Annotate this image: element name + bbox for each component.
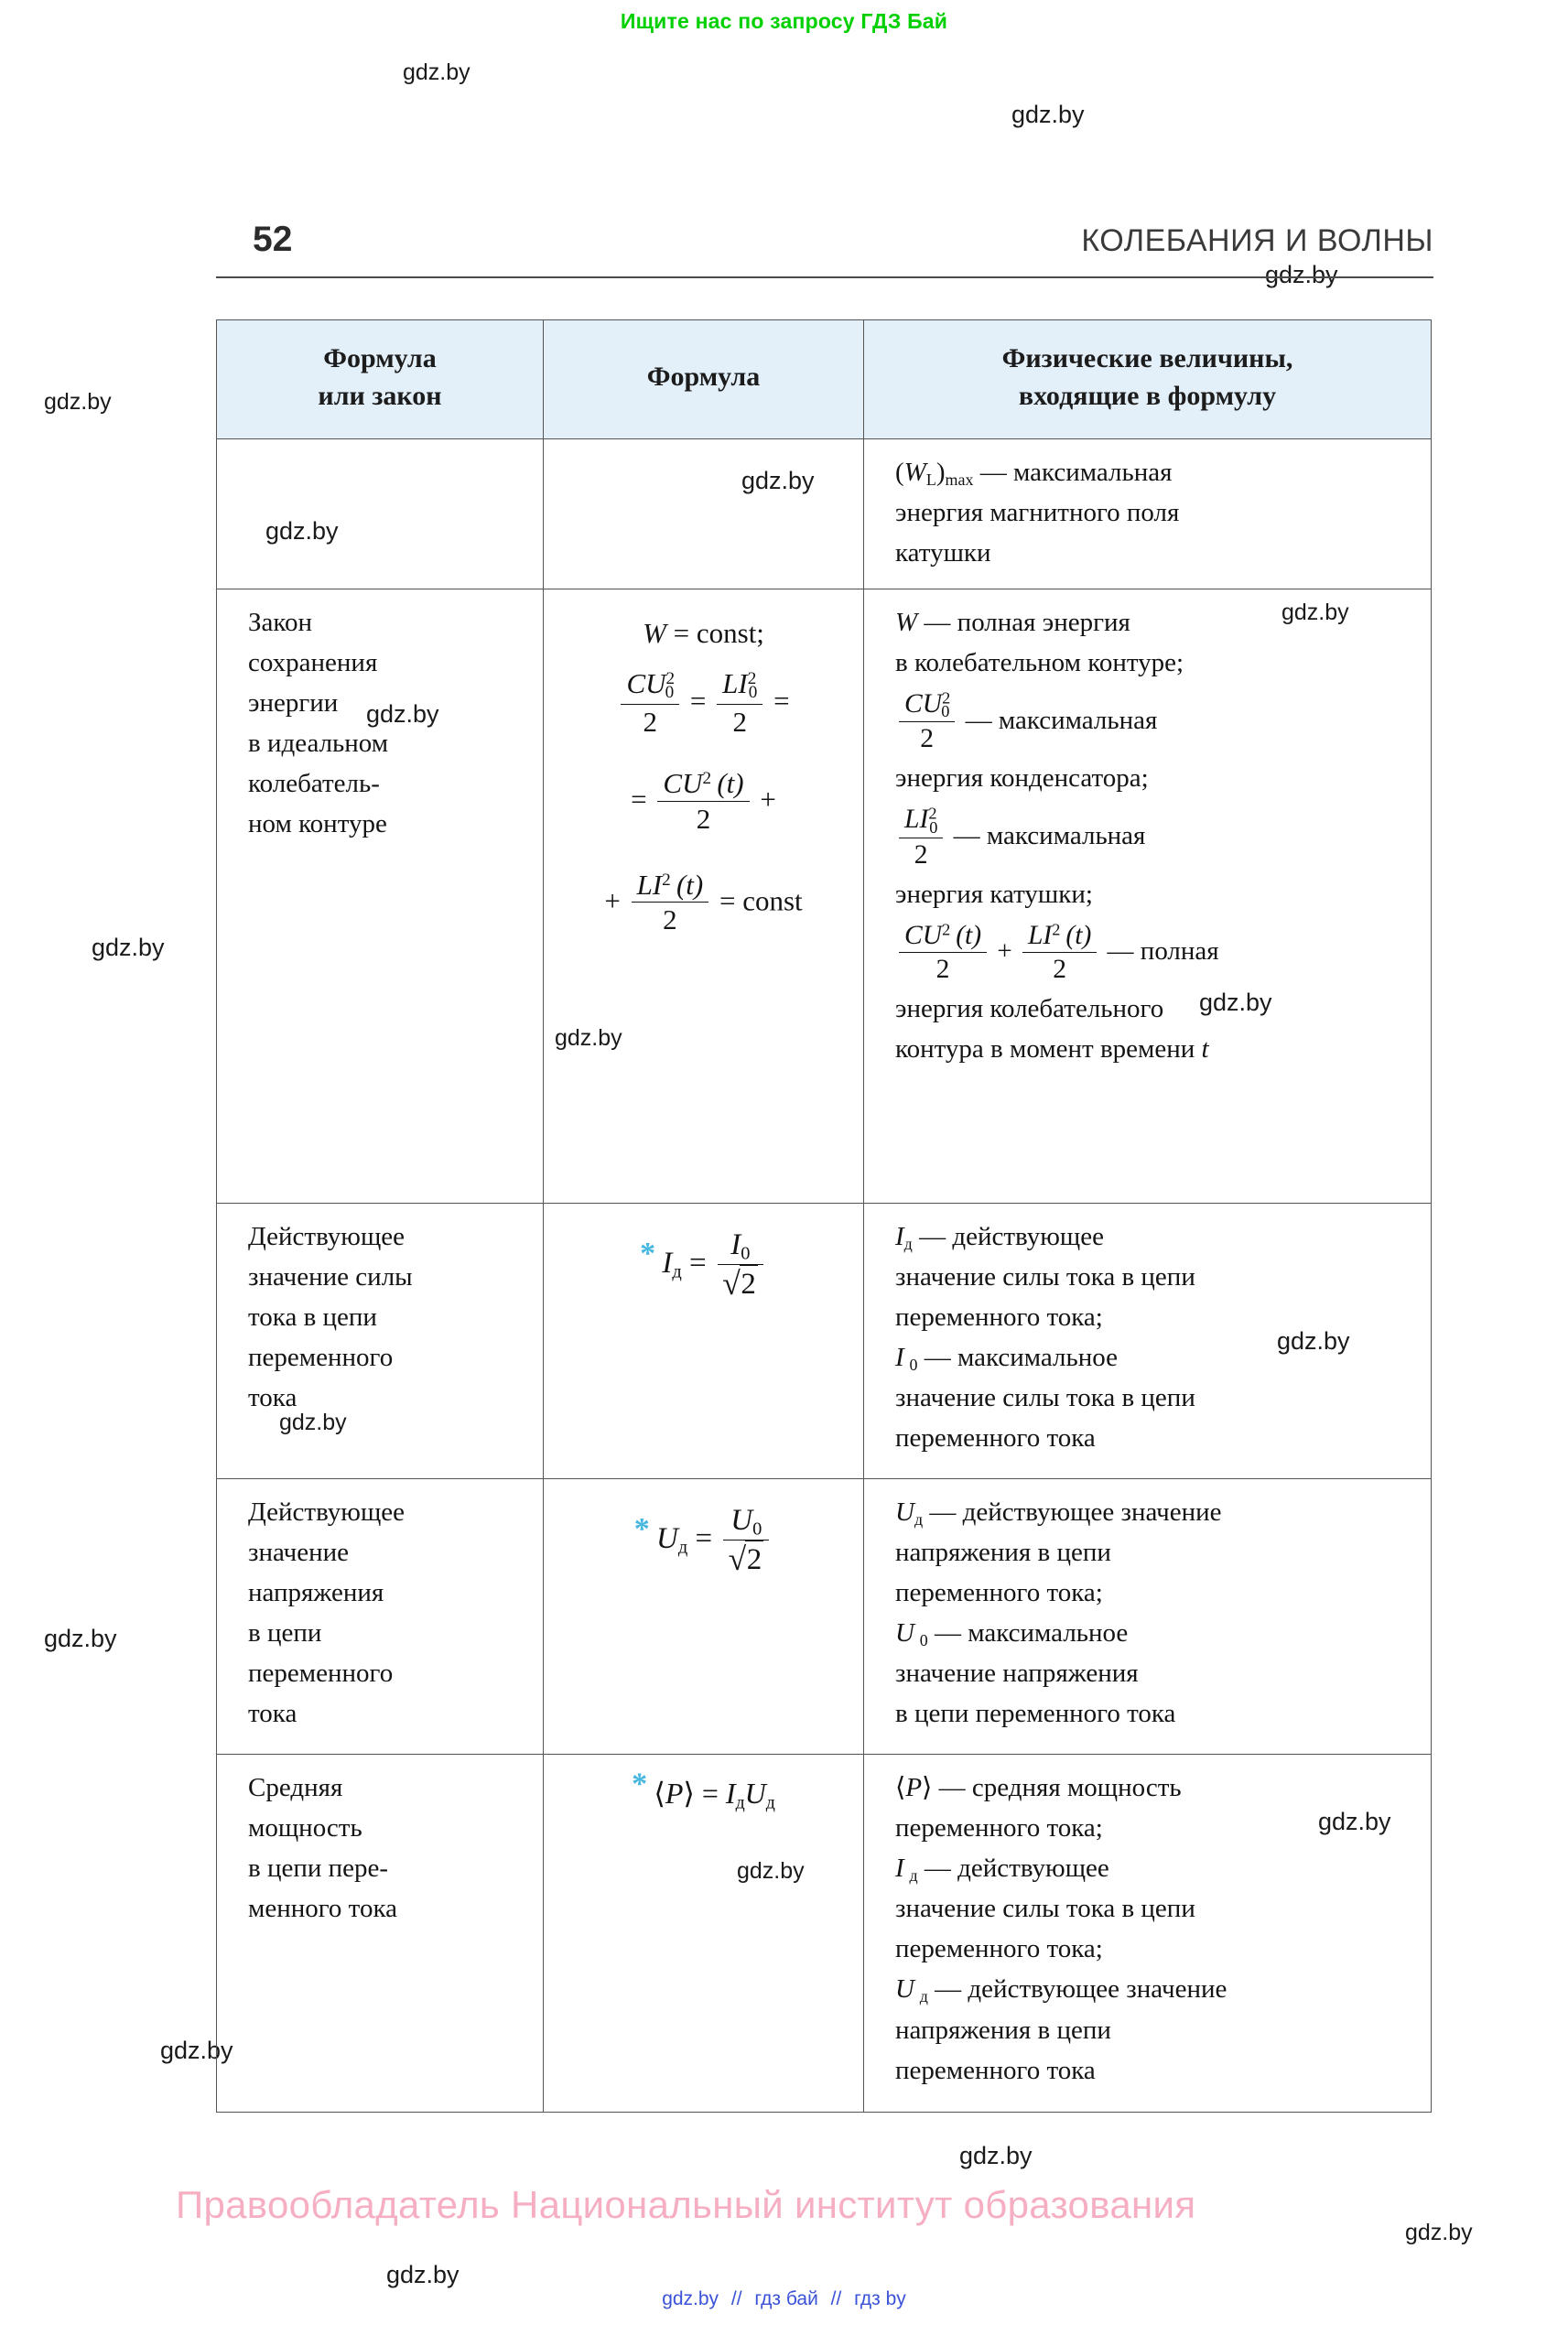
watermark-text: gdz.by bbox=[279, 1410, 347, 1435]
row3-desc-Id: $I_д$ — действующее bbox=[895, 1221, 1104, 1253]
row5-law-line3: в цепи пере- bbox=[248, 1853, 389, 1883]
watermark-text: gdz.by bbox=[1318, 1808, 1391, 1835]
row4-law-line1: Действующее bbox=[248, 1497, 406, 1527]
row2-desc-W: W — полная энергия bbox=[895, 607, 1130, 637]
table-row bbox=[217, 1478, 1432, 1754]
row2-quantities-cell bbox=[864, 589, 1432, 1203]
row3-law-line5: тока bbox=[248, 1382, 297, 1412]
row3-desc-Id3: переменного тока; bbox=[895, 1302, 1103, 1332]
row2-law-cell bbox=[217, 589, 544, 1203]
header-quantities-line1: Физические величины, bbox=[1001, 343, 1293, 373]
table-row bbox=[217, 439, 1432, 589]
watermark-text: gdz.by bbox=[44, 389, 112, 415]
watermark-text: gdz.by bbox=[160, 2037, 233, 2064]
row4-law-line2: значение bbox=[248, 1537, 350, 1567]
header-law-line1: Формула bbox=[323, 343, 437, 373]
watermark-text: gdz.by bbox=[265, 517, 339, 545]
row5-desc-I: I $_д$ — действующее bbox=[895, 1853, 1109, 1885]
row5-desc-U3: переменного тока bbox=[895, 2055, 1096, 2085]
bottom-sep-1: // bbox=[730, 2288, 742, 2309]
row1-quantities-cell: $(W_L)_{max}$ — максимальная энергия магнитного поля катушки bbox=[864, 439, 1432, 589]
watermark-text: gdz.by bbox=[1405, 2220, 1473, 2245]
row2-formula-cell bbox=[544, 589, 864, 1203]
header-cell-quantities bbox=[864, 320, 1432, 439]
watermark-text: gdz.by bbox=[737, 1858, 805, 1884]
watermark-text: gdz.by bbox=[386, 2261, 460, 2288]
watermark-text: gdz.by bbox=[555, 1025, 622, 1051]
row2-desc-CU2: энергия конденсатора; bbox=[895, 763, 1149, 794]
row2-law-line2: сохранения bbox=[248, 647, 378, 677]
table-row bbox=[217, 1203, 1432, 1478]
row3-desc-Id2: значение силы тока в цепи bbox=[895, 1261, 1195, 1292]
row4-law-line4: в цепи bbox=[248, 1617, 322, 1648]
header-formula-label: Формула bbox=[646, 362, 761, 393]
watermark-text: gdz.by bbox=[366, 700, 439, 728]
row2-law-line6: ном контуре bbox=[248, 808, 387, 838]
row3-law-line4: переменного bbox=[248, 1342, 394, 1372]
watermark-text: gdz.by bbox=[1265, 261, 1338, 288]
row1-desc-line2: энергия магнитного поля bbox=[895, 498, 1180, 528]
row3-quantities-cell bbox=[864, 1203, 1432, 1478]
row4-law-line5: переменного bbox=[248, 1658, 394, 1688]
row2-desc-total2: энергия колебательного bbox=[895, 994, 1164, 1024]
row2-desc-CU: $\frac{CU^2_0}{2}$ — максимальная bbox=[895, 688, 1414, 757]
row2-desc-total3: контура в момент времени t bbox=[895, 1034, 1209, 1065]
bottom-link-b[interactable]: гдз бай bbox=[754, 2288, 818, 2309]
row2-law-line3: энергии bbox=[248, 687, 339, 718]
eq-const-end: = const bbox=[719, 883, 803, 916]
asterisk-marker: * bbox=[633, 1511, 650, 1546]
formula-table bbox=[216, 319, 1432, 2113]
row4-quantities-cell bbox=[864, 1478, 1432, 1754]
row4-law-line6: тока bbox=[248, 1698, 297, 1728]
row5-formula-cell: * ⟨P⟩ = $I_дU_д$ bbox=[544, 1754, 864, 2112]
watermark-text: gdz.by bbox=[92, 934, 165, 961]
row4-desc-U02: значение напряжения bbox=[895, 1659, 1139, 1689]
watermark-text: gdz.by bbox=[403, 59, 470, 85]
row3-desc-I0: I $_0$ — максимальное bbox=[895, 1343, 1118, 1375]
row4-desc-Ud: $U_д$ — действующее значение bbox=[895, 1497, 1222, 1529]
row3-law-line2: значение силы bbox=[248, 1261, 413, 1292]
bottom-link-a[interactable]: gdz.by bbox=[662, 2288, 719, 2309]
row4-desc-U03: в цепи переменного тока bbox=[895, 1699, 1176, 1729]
row5-desc-P2: переменного тока; bbox=[895, 1812, 1103, 1843]
asterisk-marker: * bbox=[640, 1236, 656, 1270]
watermark-text: gdz.by bbox=[959, 2142, 1033, 2169]
row4-law-cell bbox=[217, 1478, 544, 1754]
row3-desc-I02: значение силы тока в цепи bbox=[895, 1383, 1195, 1413]
header-quantities-line2: входящие в формулу bbox=[1018, 380, 1277, 411]
table-header-row bbox=[217, 320, 1432, 439]
row3-law-line3: тока в цепи bbox=[248, 1302, 377, 1332]
row4-law-line3: напряжения bbox=[248, 1577, 384, 1607]
table-row bbox=[217, 589, 1432, 1203]
row5-quantities-cell bbox=[864, 1754, 1432, 2112]
row2-desc-W2: в колебательном контуре; bbox=[895, 647, 1184, 677]
header-law-line2: или закон bbox=[318, 380, 442, 411]
row5-desc-P: ⟨P⟩ — средняя мощность bbox=[895, 1772, 1182, 1802]
row2-desc-total: $\frac{CU^2 (t)}{2}$ + $\frac{LI^2 (t)}{2}$ — полная bbox=[895, 920, 1414, 987]
watermark-text: gdz.by bbox=[741, 467, 815, 494]
asterisk-marker: * bbox=[632, 1766, 648, 1800]
row2-desc-LI: $\frac{LI^2_0}{2}$ — максимальная bbox=[895, 804, 1414, 872]
row5-desc-U2: напряжения в цепи bbox=[895, 2015, 1111, 2045]
header-cell-law bbox=[217, 320, 544, 439]
row5-law-line4: менного тока bbox=[248, 1893, 397, 1923]
sym-U-rms: U bbox=[655, 1522, 678, 1556]
row4-formula-cell: * $U_д$ = $U_0$ √ 2 bbox=[544, 1478, 864, 1754]
bottom-sep-2: // bbox=[830, 2288, 842, 2309]
watermark-text: gdz.by bbox=[44, 1625, 117, 1652]
watermark-text: gdz.by bbox=[1277, 1327, 1350, 1355]
row3-law-cell bbox=[217, 1203, 544, 1478]
chapter-title: КОЛЕБАНИЯ И ВОЛНЫ bbox=[1081, 223, 1433, 258]
row5-desc-I3: переменного тока; bbox=[895, 1934, 1103, 1964]
copyright-line: Правообладатель Национальный институт образования bbox=[176, 2183, 1196, 2226]
header-cell-formula bbox=[544, 320, 864, 439]
watermark-text: gdz.by bbox=[1011, 101, 1085, 128]
row3-law-line1: Действующее bbox=[248, 1221, 406, 1251]
row5-desc-I2: значение силы тока в цепи bbox=[895, 1894, 1195, 1924]
sym-I-rms: I bbox=[662, 1247, 673, 1281]
bottom-link-c[interactable]: гдз by bbox=[854, 2288, 906, 2309]
bottom-links bbox=[0, 2288, 1568, 2310]
watermark-text: gdz.by bbox=[1281, 600, 1349, 625]
header-rule bbox=[216, 276, 1433, 278]
row3-formula-cell: * $I_д$ = $I_0$ √ 2 bbox=[544, 1203, 864, 1478]
row2-law-line1: Закон bbox=[248, 607, 313, 637]
row5-law-cell bbox=[217, 1754, 544, 2112]
row5-law-line1: Средняя bbox=[248, 1772, 343, 1802]
row1-desc-line3: катушки bbox=[895, 538, 991, 568]
row4-desc-Ud3: переменного тока; bbox=[895, 1577, 1103, 1607]
eq-const: = const; bbox=[673, 616, 764, 649]
row1-desc-line1: — максимальная bbox=[979, 458, 1173, 487]
watermark-text: gdz.by bbox=[1199, 989, 1272, 1016]
row1-law-cell bbox=[217, 439, 544, 589]
row2-law-line4: в идеальном bbox=[248, 728, 389, 758]
page-number: 52 bbox=[253, 220, 293, 259]
table-row bbox=[217, 1754, 1432, 2112]
running-head bbox=[216, 220, 1433, 275]
row5-desc-U: U $_д$ — действующее значение bbox=[895, 1974, 1227, 2006]
row1-formula-cell bbox=[544, 439, 864, 589]
row4-desc-Ud2: напряжения в цепи bbox=[895, 1537, 1111, 1567]
row4-desc-U0: U $_0$ — максимальное bbox=[895, 1618, 1129, 1650]
promo-banner: Ищите нас по запросу ГДЗ Бай bbox=[620, 9, 948, 33]
row3-desc-I03: переменного тока bbox=[895, 1423, 1096, 1454]
sym-W: W bbox=[643, 616, 666, 649]
row5-law-line2: мощность bbox=[248, 1812, 362, 1843]
row2-desc-LI2: энергия катушки; bbox=[895, 880, 1093, 910]
row2-law-line5: колебатель- bbox=[248, 768, 380, 798]
sym-P-avg: P bbox=[665, 1776, 684, 1810]
energy-conservation-formula: W = const; $\frac{CU^2_0}{2}$ = $\frac{LI^2_0}{2}$ = = $\frac{CU^2 (t)}{2}$ + + $\frac{LI^2 (t)}{2}$ = const bbox=[544, 589, 863, 962]
